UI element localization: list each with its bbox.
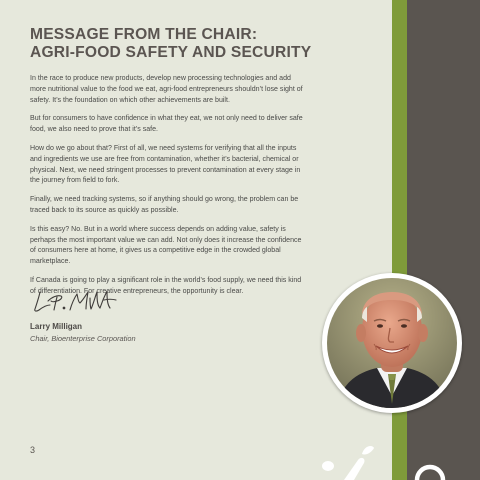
paragraph: Finally, we need tracking systems, so if anything should go wrong, the problem can be traced back to its source as quickly as possible.: [30, 196, 299, 214]
paragraph: How do we go about that? First of all, we need systems for verifying that all the inputs and ingredients we use are free from contamination, whether it’s bacterial, chemical or physical. Next, we need stringent processes to prevent contamination at every stage in the journey from field to fork.: [30, 144, 301, 185]
paragraph: In the race to produce new products, develop new processing technologies and add more nutritional value to the food we eat, agri-food entrepreneurs shouldn’t lose sight of safety. It’s the foundation on which other achievements are built.: [30, 75, 303, 104]
paragraph: Is this easy? No. But in a world where success depends on adding value, safety is perhaps the most important value we can add. Not only does it increase the confidence of consumers here at home, it gives us a competitive edge in the crowded global marketplace.: [30, 225, 302, 266]
paragraph: But for consumers to have confidence in what they eat, we not only need to deliver safe food, we also need to prove that it’s safe.: [30, 115, 303, 134]
title-line-1: MESSAGE FROM THE CHAIR:: [30, 26, 258, 43]
page-number: 3: [30, 445, 36, 455]
title-line-2: AGRI-FOOD SAFETY AND SECURITY: [30, 44, 312, 61]
message-body: [30, 74, 305, 306]
decorative-shapes: [318, 438, 480, 480]
signer-title: Chair, Bioenterprise Corporation: [30, 334, 136, 343]
handwritten-signature: [30, 288, 118, 314]
paragraph: If Canada is going to play a significant role in the world’s food supply, we need this kind of differentiation. For creative entrepreneurs, the opportunity is clear.: [30, 276, 302, 295]
chair-portrait-photo: [322, 273, 462, 413]
page-title: [30, 26, 385, 62]
signer-name: Larry Milligan: [30, 322, 83, 331]
